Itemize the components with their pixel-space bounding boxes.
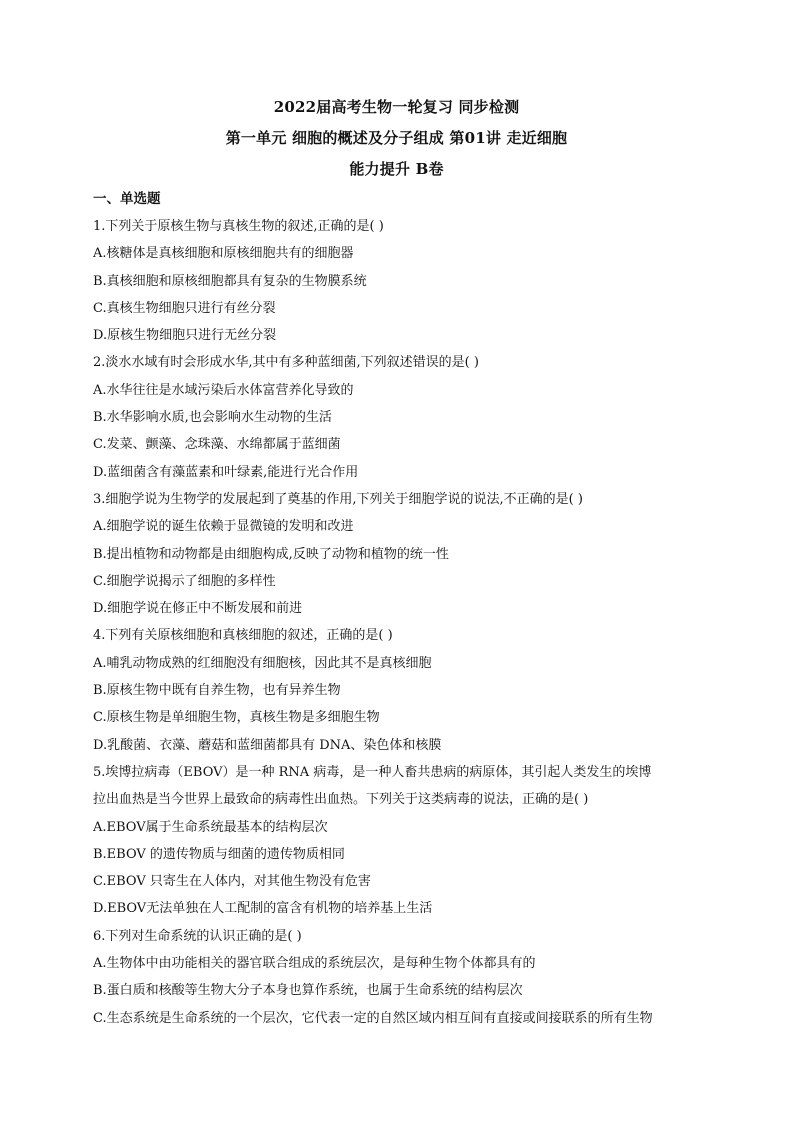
answer-option: D.细胞学说在修正中不断发展和前进 — [93, 601, 303, 617]
answer-option: C.生态系统是生命系统的一个层次，它代表一定的自然区域内相互间有直接或间接联系的所有生物 — [93, 1010, 653, 1026]
title-block — [0, 92, 793, 185]
answer-option: C.细胞学说揭示了细胞的多样性 — [93, 573, 276, 589]
answer-option: B.EBOV 的遗传物质与细菌的遗传物质相同 — [93, 846, 345, 862]
answer-option: C.真核生物细胞只进行有丝分裂 — [93, 300, 276, 316]
answer-option: C.发菜、颤藻、念珠藻、水绵都属于蓝细菌 — [93, 437, 341, 453]
answer-option: D.乳酸菌、衣藻、蘑菇和蓝细菌都具有 DNA、染色体和核膜 — [93, 737, 442, 753]
answer-option: A.水华往往是水域污染后水体富营养化导致的 — [93, 382, 354, 398]
answer-option: B.水华影响水质,也会影响水生动物的生活 — [93, 410, 332, 426]
answer-option: A.哺乳动物成熟的红细胞没有细胞核，因此其不是真核细胞 — [93, 655, 432, 671]
question-body — [93, 186, 713, 1032]
answer-option: D.蓝细菌含有藻蓝素和叶绿素,能进行光合作用 — [93, 464, 359, 480]
answer-option: A.EBOV属于生命系统最基本的结构层次 — [93, 819, 328, 835]
volume-title: 能力提升 B卷 — [349, 160, 444, 178]
document-title: 2022届高考生物一轮复习 同步检测 — [273, 98, 520, 116]
answer-option: C.原核生物是单细胞生物，真核生物是多细胞生物 — [93, 710, 380, 726]
question-lines — [93, 213, 713, 1032]
answer-option: A.生物体中由功能相关的器官联合组成的系统层次，是每种生物个体都具有的 — [93, 956, 536, 972]
answer-option: D.EBOV无法单独在人工配制的富含有机物的培养基上生活 — [93, 901, 433, 917]
question-stem-continued: 拉出血热是当今世界上最致命的病毒性出血热。下列关于这类病毒的说法，正确的是( ) — [93, 792, 589, 808]
question-stem: 3.细胞学说为生物学的发展起到了奠基的作用,下列关于细胞学说的说法,不正确的是( ) — [93, 491, 583, 507]
answer-option: B.原核生物中既有自养生物，也有异养生物 — [93, 683, 341, 699]
answer-option: C.EBOV 只寄生在人体内，对其他生物没有危害 — [93, 874, 371, 890]
question-stem: 6.下列对生命系统的认识正确的是( ) — [93, 928, 302, 944]
question-stem: 4.下列有关原核细胞和真核细胞的叙述，正确的是( ) — [93, 628, 393, 644]
section-heading: 一、单选题 — [93, 191, 161, 207]
question-stem: 2.淡水水域有时会形成水华,其中有多种蓝细菌,下列叙述错误的是( ) — [93, 355, 479, 371]
question-stem: 1.下列关于原核生物与真核生物的叙述,正确的是( ) — [93, 219, 384, 234]
answer-option: B.提出植物和动物都是由细胞构成,反映了动物和植物的统一性 — [93, 546, 449, 562]
answer-option: B.蛋白质和核酸等生物大分子本身也算作系统，也属于生命系统的结构层次 — [93, 983, 523, 999]
answer-option: B.真核细胞和原核细胞都具有复杂的生物膜系统 — [93, 273, 367, 289]
answer-option: D.原核生物细胞只进行无丝分裂 — [93, 328, 277, 344]
answer-option: A.核糖体是真核细胞和原核细胞共有的细胞器 — [93, 246, 354, 262]
question-stem: 5.埃博拉病毒（EBOV）是一种 RNA 病毒，是一种人畜共患病的病原体，其引起人类发生的埃博 — [93, 764, 652, 780]
answer-option: A.细胞学说的诞生依赖于显微镜的发明和改进 — [93, 519, 354, 535]
unit-title: 第一单元 细胞的概述及分子组成 第01讲 走近细胞 — [225, 129, 568, 147]
